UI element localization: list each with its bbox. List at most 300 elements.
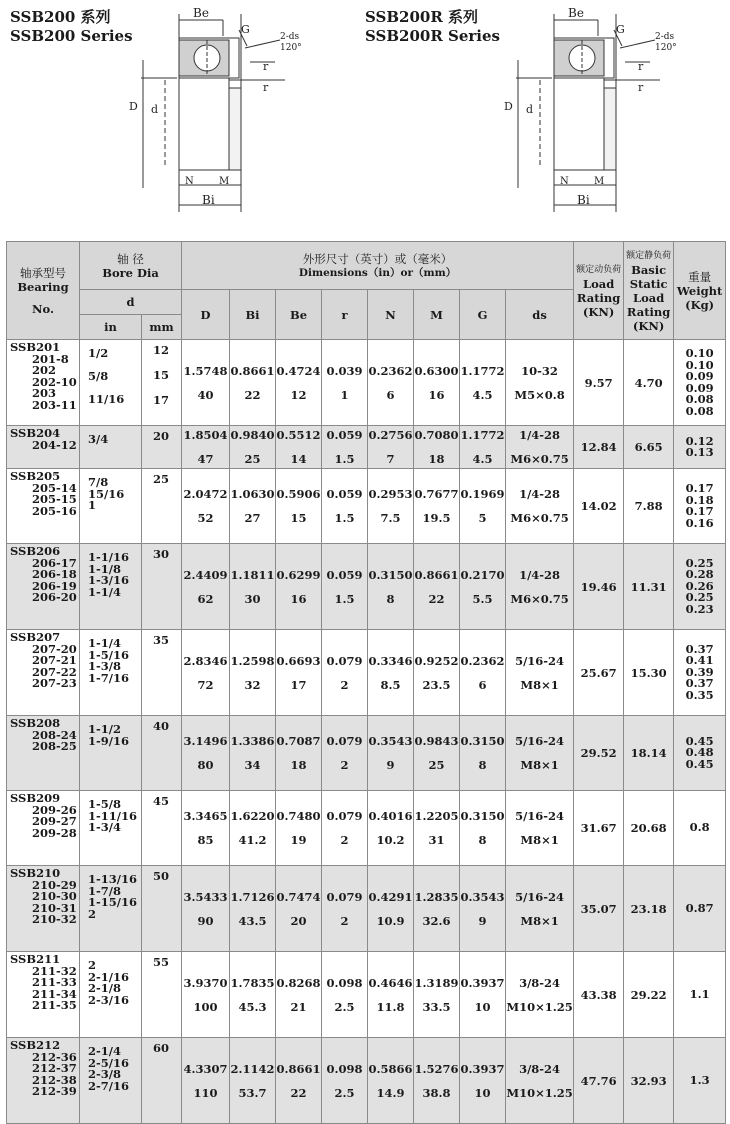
dim-d-cell: [182, 340, 230, 426]
header-col-M: M: [414, 290, 460, 340]
dim-mm-value: 11.8: [376, 999, 405, 1014]
weight-cell: [674, 426, 726, 469]
dim-inch-value: 0.1969: [460, 487, 505, 501]
dim-inch-value: 0.3937: [460, 975, 505, 990]
dim-inch-value: 0.7080: [414, 428, 459, 442]
dim-r-cell: [322, 544, 368, 630]
dim-mm-value: 8: [478, 758, 487, 772]
dim-r-cell: [322, 426, 368, 469]
bore-mm-cell: [142, 426, 182, 469]
dim-mm-value: 6: [478, 677, 487, 692]
dim-inch-value: 0.098: [326, 1061, 363, 1076]
dim-mm-value: 85: [197, 833, 214, 847]
weight-value: 0.28: [685, 567, 714, 582]
label-be: Be: [568, 6, 584, 20]
label-n: N: [560, 176, 569, 187]
bearing-variant: 211-34: [32, 986, 77, 1001]
header-mm: mm: [142, 315, 182, 340]
weight-value: 1.1: [689, 986, 710, 1001]
bore-in-value: 2-1/16: [88, 969, 129, 984]
header-bore: [80, 242, 182, 290]
dim-be-cell: [276, 1038, 322, 1124]
bearing-cell: [7, 716, 80, 791]
dim-mm-value: 25: [428, 758, 445, 772]
dim-d-cell: [182, 866, 230, 952]
dim-mm-value: 20: [290, 913, 307, 928]
dim-inch-value: 4.3307: [183, 1061, 228, 1076]
dim-mm-value: 6: [386, 387, 395, 402]
bearing-cell: [7, 469, 80, 544]
bearing-cell: [7, 544, 80, 630]
dim-m-cell: [414, 630, 460, 716]
bearing-variant: 207-21: [32, 653, 77, 667]
weight-value: 0.45: [685, 756, 714, 771]
dim-ds-cell: [506, 426, 574, 469]
weight-value: 0.41: [685, 653, 714, 668]
bore-mm-value: 20: [152, 429, 169, 443]
weight-value: 0.17: [685, 504, 714, 518]
bore-in-value: 1-3/4: [88, 820, 121, 834]
header-col-Be: Be: [276, 290, 322, 340]
dim-n-cell: [368, 866, 414, 952]
bore-in-value: 1-15/16: [88, 895, 137, 909]
dim-mm-value: 33.5: [422, 999, 451, 1014]
dim-n-cell: [368, 791, 414, 866]
static-load-rating: 15.30: [624, 630, 674, 716]
bore-in-value: 5/8: [88, 369, 109, 383]
dim-mm-value: 62: [197, 591, 214, 606]
dim-mm-value: 9: [386, 758, 395, 772]
dim-inch-value: 10-32: [521, 363, 558, 378]
bore-in-value: 1-7/8: [88, 883, 121, 898]
header-d: d: [80, 290, 182, 315]
title-ssb200-cn: SSB200 系列: [10, 8, 111, 26]
dim-inch-value: 0.2953: [368, 487, 413, 501]
dim-mm-value: 10.2: [376, 833, 405, 847]
dim-ds-cell: [506, 866, 574, 952]
dim-mm-value: 7.5: [380, 511, 401, 525]
dim-mm-value: 47: [197, 452, 214, 466]
label-r-top: r: [263, 60, 269, 73]
dim-inch-value: 3.5433: [183, 889, 228, 904]
dim-g-cell: [460, 544, 506, 630]
dim-m-cell: [414, 791, 460, 866]
bore-mm-cell: [142, 469, 182, 544]
bore-in-value: 1-11/16: [88, 808, 137, 823]
dim-inch-value: 0.5906: [276, 487, 321, 501]
label-d-inner: d: [526, 103, 534, 116]
dim-inch-value: 1.5276: [414, 1061, 459, 1076]
dim-r-cell: [322, 866, 368, 952]
dim-inch-value: 0.4646: [368, 975, 413, 990]
bore-mm-cell: [142, 716, 182, 791]
bearing-group: SSB211: [10, 952, 61, 966]
bore-in-cell: [80, 469, 142, 544]
dim-inch-value: 0.3150: [460, 734, 505, 748]
basic-load-rating: 31.67: [574, 791, 624, 866]
table-row: [7, 630, 726, 716]
weight-value: 0.48: [685, 745, 714, 760]
bore-in-cell: [80, 630, 142, 716]
weight-cell: [674, 469, 726, 544]
dim-mm-value: M10×1.25: [506, 999, 573, 1014]
dim-d-cell: [182, 426, 230, 469]
dim-mm-value: 2: [340, 758, 349, 772]
dim-d-cell: [182, 544, 230, 630]
bore-in-value: 2-3/8: [88, 1067, 121, 1081]
weight-value: 0.37: [685, 641, 714, 656]
static-load-rating: 6.65: [624, 426, 674, 469]
dim-d-cell: [182, 952, 230, 1038]
dim-ds-cell: [506, 340, 574, 426]
bearing-cell: [7, 952, 80, 1038]
dim-be-cell: [276, 791, 322, 866]
dim-be-cell: [276, 469, 322, 544]
dim-mm-value: 18: [428, 452, 445, 466]
dim-r-cell: [322, 716, 368, 791]
dim-mm-value: 110: [193, 1085, 218, 1100]
header-bore-en: Bore Dia: [102, 265, 159, 280]
dim-mm-value: M5×0.8: [514, 387, 565, 402]
dim-g-cell: [460, 716, 506, 791]
bore-in-value: 11/16: [88, 392, 125, 406]
dim-mm-value: 2: [340, 833, 349, 847]
dim-d-cell: [182, 716, 230, 791]
dim-mm-value: 9: [478, 913, 487, 928]
weight-value: 0.87: [685, 900, 714, 915]
dim-m-cell: [414, 1038, 460, 1124]
dim-mm-value: 5.5: [472, 591, 493, 606]
dim-inch-value: 2.4409: [183, 567, 228, 582]
bearing-group: SSB208: [10, 716, 61, 730]
static-load-rating: 4.70: [624, 340, 674, 426]
header-weight-cn: 重量: [688, 269, 712, 284]
bore-in-value: 1-1/16: [88, 550, 129, 564]
dim-inch-value: 0.9843: [414, 734, 459, 748]
dim-inch-value: 0.5512: [276, 428, 321, 442]
dim-mm-value: 53.7: [238, 1085, 267, 1100]
bearing-variant: 205-16: [32, 503, 77, 518]
bore-in-cell: [80, 340, 142, 426]
dim-bi-cell: [230, 340, 276, 426]
dim-mm-value: 90: [197, 913, 214, 928]
dim-inch-value: 0.039: [326, 363, 363, 378]
dim-g-cell: [460, 791, 506, 866]
dim-m-cell: [414, 716, 460, 791]
bore-mm-cell: [142, 952, 182, 1038]
bore-in-cell: [80, 791, 142, 866]
basic-load-rating: 29.52: [574, 716, 624, 791]
weight-value: 0.09: [685, 369, 714, 383]
header-col-N: N: [368, 290, 414, 340]
bearing-variant: 210-29: [32, 877, 77, 892]
dim-inch-value: 0.2756: [368, 428, 413, 442]
dim-mm-value: 32.6: [422, 913, 451, 928]
bearing-variant: 204-12: [32, 437, 77, 452]
bore-in-value: 1-13/16: [88, 872, 137, 886]
dim-g-cell: [460, 1038, 506, 1124]
dim-inch-value: 0.9252: [414, 653, 459, 668]
bearing-variant: 205-14: [32, 480, 77, 495]
basic-load-rating: 47.76: [574, 1038, 624, 1124]
dim-be-cell: [276, 952, 322, 1038]
dim-mm-value: 22: [244, 387, 261, 402]
dim-be-cell: [276, 866, 322, 952]
dim-m-cell: [414, 544, 460, 630]
bore-in-value: 2: [88, 906, 97, 921]
bore-mm-cell: [142, 340, 182, 426]
dim-mm-value: 12: [290, 387, 307, 402]
header-weight-en-2: (Kg): [685, 297, 715, 312]
bearing-group: SSB201: [10, 340, 61, 354]
dim-mm-value: 80: [197, 758, 214, 772]
dim-mm-value: 23.5: [422, 677, 451, 692]
dim-mm-value: 2: [340, 913, 349, 928]
dim-ds-cell: [506, 716, 574, 791]
title-ssb200r-en: SSB200R Series: [365, 27, 500, 45]
dim-mm-value: 19.5: [422, 511, 451, 525]
label-r-bottom: r: [638, 81, 644, 94]
dim-inch-value: 1.5748: [183, 363, 228, 378]
header-basic-en-2: Rating: [576, 290, 621, 305]
bearing-cell: [7, 791, 80, 866]
header-basic-load: [574, 242, 624, 340]
bore-in-value: 2: [88, 958, 97, 972]
dim-inch-value: 1.2598: [230, 653, 275, 668]
dim-inch-value: 3.3465: [183, 809, 228, 823]
dim-inch-value: 5/16-24: [515, 809, 565, 823]
dim-inch-value: 1.0630: [230, 487, 275, 501]
weight-value: 0.45: [685, 733, 714, 748]
bearing-variant: 207-23: [32, 676, 77, 690]
basic-load-rating: 14.02: [574, 469, 624, 544]
table-row: [7, 1038, 726, 1124]
dim-inch-value: 1.1772: [460, 428, 505, 442]
bore-in-value: 1-3/8: [88, 659, 121, 673]
header-weight-en-1: Weight: [676, 283, 723, 298]
dim-inch-value: 2.8346: [183, 653, 228, 668]
bore-mm-value: 55: [152, 955, 169, 969]
dim-ds-cell: [506, 469, 574, 544]
dim-inch-value: 0.8268: [276, 975, 321, 990]
bore-in-value: 1-3/16: [88, 573, 129, 587]
bore-in-value: 2-7/16: [88, 1078, 129, 1093]
bearing-cell: [7, 630, 80, 716]
label-d-outer: D: [129, 100, 138, 113]
weight-value: 0.35: [685, 687, 714, 702]
dim-inch-value: 0.079: [326, 734, 363, 748]
header-static-cn: 额定静负荷: [626, 250, 672, 261]
bore-mm-value: 15: [152, 368, 169, 382]
bearing-variant: 208-25: [32, 739, 77, 753]
weight-value: 0.08: [685, 403, 714, 418]
dim-m-cell: [414, 426, 460, 469]
dim-inch-value: 5/16-24: [515, 653, 565, 668]
dim-m-cell: [414, 952, 460, 1038]
label-bi: Bi: [202, 193, 215, 207]
weight-cell: [674, 866, 726, 952]
dim-d-cell: [182, 1038, 230, 1124]
weight-cell: [674, 716, 726, 791]
dim-inch-value: 0.079: [326, 889, 363, 904]
spec-table-body: [7, 340, 726, 1124]
bearing-group: SSB205: [10, 469, 61, 483]
header-col-ds: ds: [506, 290, 574, 340]
dim-n-cell: [368, 340, 414, 426]
bearing-variant: 212-37: [32, 1061, 77, 1075]
bearing-variant: 212-38: [32, 1072, 77, 1087]
header-in: in: [80, 315, 142, 340]
bearing-cell: [7, 426, 80, 469]
dim-inch-value: 0.079: [326, 809, 363, 823]
bore-in-cell: [80, 866, 142, 952]
bearing-variant: 205-15: [32, 492, 77, 506]
bearing-variant: 211-33: [32, 975, 77, 989]
dim-mm-value: 21: [290, 999, 307, 1014]
bearing-diagram-ssb200: [115, 0, 325, 222]
dim-inch-value: 0.4291: [368, 889, 413, 904]
weight-value: 0.8: [689, 820, 710, 835]
table-row: [7, 952, 726, 1038]
label-r-bottom: r: [263, 81, 269, 94]
dim-inch-value: 1/4-28: [519, 428, 561, 442]
dim-ds-cell: [506, 544, 574, 630]
title-ssb200-en: SSB200 Series: [10, 27, 133, 45]
dim-inch-value: 0.079: [326, 653, 363, 668]
bore-in-value: 3/4: [88, 432, 109, 446]
header-basic-cn: 额定动负荷: [576, 264, 622, 275]
bore-in-cell: [80, 952, 142, 1038]
weight-cell: [674, 952, 726, 1038]
dim-bi-cell: [230, 544, 276, 630]
dim-be-cell: [276, 340, 322, 426]
label-g: G: [616, 23, 625, 36]
bore-mm-cell: [142, 1038, 182, 1124]
bore-in-value: 1-1/4: [88, 584, 121, 599]
weight-value: 0.13: [685, 445, 714, 459]
dim-inch-value: 1.2205: [414, 809, 459, 823]
dim-ds-cell: [506, 791, 574, 866]
bearing-variant: 203: [32, 386, 57, 400]
table-row: [7, 716, 726, 791]
bearing-variant: 206-20: [32, 590, 77, 604]
dim-mm-value: 52: [197, 511, 214, 525]
weight-value: 0.17: [685, 481, 714, 495]
bore-in-value: 1-5/16: [88, 647, 129, 662]
dim-n-cell: [368, 952, 414, 1038]
dim-inch-value: 0.7474: [276, 889, 321, 904]
dim-bi-cell: [230, 791, 276, 866]
bearing-diagram-ssb200r: [490, 0, 700, 222]
bore-mm-cell: [142, 544, 182, 630]
dim-inch-value: 0.4724: [276, 363, 321, 378]
dim-inch-value: 0.4016: [368, 809, 413, 823]
dim-inch-value: 1.7126: [230, 889, 275, 904]
weight-value: 0.10: [685, 357, 714, 372]
bore-mm-value: 45: [152, 794, 169, 808]
dim-g-cell: [460, 469, 506, 544]
dim-mm-value: M6×0.75: [510, 511, 569, 525]
dim-mm-value: 2.5: [334, 999, 355, 1014]
dim-inch-value: 1.1811: [230, 567, 275, 582]
basic-load-rating: 19.46: [574, 544, 624, 630]
dim-inch-value: 2.1142: [230, 1061, 275, 1076]
dim-inch-value: 1/4-28: [519, 487, 561, 501]
dim-mm-value: 10.9: [376, 913, 405, 928]
header-dims-cn: 外形尺寸（英寸）或（毫米）: [302, 251, 453, 266]
weight-value: 0.39: [685, 664, 714, 679]
dim-r-cell: [322, 791, 368, 866]
header-col-G: G: [460, 290, 506, 340]
bearing-variant: 212-39: [32, 1084, 77, 1098]
header-bearing: [7, 242, 80, 340]
dim-mm-value: M8×1: [520, 913, 559, 928]
dim-mm-value: 22: [428, 591, 445, 606]
dim-mm-value: M8×1: [520, 758, 559, 772]
dim-inch-value: 0.059: [326, 567, 363, 582]
bore-in-value: 2-3/16: [88, 992, 129, 1007]
dim-mm-value: 2: [340, 677, 349, 692]
table-row: [7, 544, 726, 630]
dim-n-cell: [368, 544, 414, 630]
basic-load-rating: 25.67: [574, 630, 624, 716]
bearing-variant: 208-24: [32, 727, 77, 742]
label-r-top: r: [638, 60, 644, 73]
label-bi: Bi: [577, 193, 590, 207]
dim-inch-value: 1.2835: [414, 889, 459, 904]
static-load-rating: 7.88: [624, 469, 674, 544]
label-angle: 120°: [655, 43, 677, 53]
dim-inch-value: 0.059: [326, 487, 363, 501]
dim-inch-value: 1/4-28: [519, 567, 561, 582]
label-ds: 2-ds: [655, 32, 675, 42]
dim-r-cell: [322, 340, 368, 426]
dim-inch-value: 0.3150: [460, 809, 505, 823]
title-ssb200r-cn: SSB200R 系列: [365, 8, 479, 26]
dim-g-cell: [460, 952, 506, 1038]
dim-inch-value: 0.2170: [460, 567, 505, 582]
bearing-variant: 202-10: [32, 374, 77, 389]
dim-mm-value: 100: [193, 999, 218, 1014]
bore-mm-value: 40: [152, 719, 169, 733]
bearing-group: SSB210: [10, 866, 61, 880]
bore-in-value: 15/16: [88, 486, 125, 501]
header-weight: [674, 242, 726, 340]
dim-mm-value: 27: [244, 511, 261, 525]
bearing-variant: 201-8: [32, 351, 69, 366]
header-col-r: r: [322, 290, 368, 340]
dim-inch-value: 0.9840: [230, 428, 275, 442]
static-load-rating: 23.18: [624, 866, 674, 952]
dim-inch-value: 5/16-24: [515, 889, 565, 904]
basic-load-rating: 43.38: [574, 952, 624, 1038]
bore-in-value: 1/2: [88, 346, 109, 360]
weight-value: 0.25: [685, 555, 714, 570]
bearing-group: SSB207: [10, 630, 61, 644]
bearing-cell: [7, 1038, 80, 1124]
dim-mm-value: 4.5: [472, 452, 493, 466]
dim-mm-value: 8: [478, 833, 487, 847]
header-basic-en-3: (KN): [582, 304, 615, 319]
dim-mm-value: 18: [290, 758, 307, 772]
dim-mm-value: 1.5: [334, 511, 355, 525]
dim-n-cell: [368, 1038, 414, 1124]
dim-g-cell: [460, 866, 506, 952]
header-bearing-cn: 轴承型号: [20, 265, 66, 280]
dim-r-cell: [322, 630, 368, 716]
dim-g-cell: [460, 630, 506, 716]
dim-inch-value: 1.1772: [460, 363, 505, 378]
